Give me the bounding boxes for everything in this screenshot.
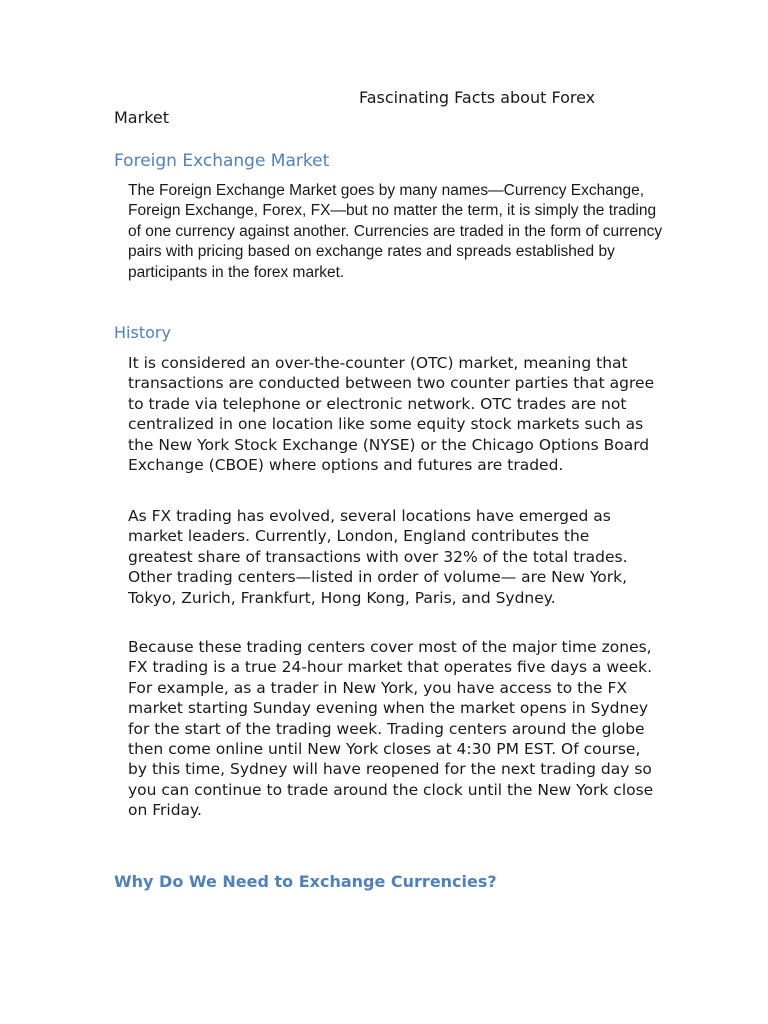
paragraph-otc-market: It is considered an over-the-counter (OTC) market, meaning that transactions are conducted between two counter parties that agree to trade via telephone or electronic network. OTC trades are not centralized in one location like some equity stock markets such as the New York Stock Exchange (NYSE) or the Chicago Options Board Exchange (CBOE) where options and futures are traded. [128,354,655,475]
section-heading-why-exchange: Why Do We Need to Exchange Currencies? [114,872,497,891]
paragraph-market-leaders: As FX trading has evolved, several locations have emerged as market leaders. Currently, London, England contributes the greatest share of transactions with over 32% of the total trades. Other trading centers—listed in order of volume— are New York, Tokyo, Zurich, Frankfurt, Hong Kong, Paris, and Sydney. [128,507,628,607]
section-heading-foreign-exchange-market: Foreign Exchange Market [114,151,330,171]
paragraph-forex-intro: The Foreign Exchange Market goes by many names—Currency Exchange, Foreign Exchange, Forex, FX—but no matter the term, it is simply the trading of one currency against another. Currencies are traded in the form of currency pairs with pricing based on exchange rates and spreads established by participants in the forex market. [128,182,663,281]
section-heading-history: History [114,323,171,342]
paragraph-24-hour-market: Because these trading centers cover most of the major time zones, FX trading is a true 24-hour market that operates five days a week. For example, as a trader in New York, you have access to the FX market starting Sunday evening when the market opens in Sydney for the start of the trading week. Trading centers around the globe then come online until New York closes at 4:30 PM EST. Of course, by this time, Sydney will have reopened for the next trading day so you can continue to trade around the clock until the New York close on Friday. [128,638,654,820]
document-title: Fascinating Facts about Forex Market [114,88,596,127]
